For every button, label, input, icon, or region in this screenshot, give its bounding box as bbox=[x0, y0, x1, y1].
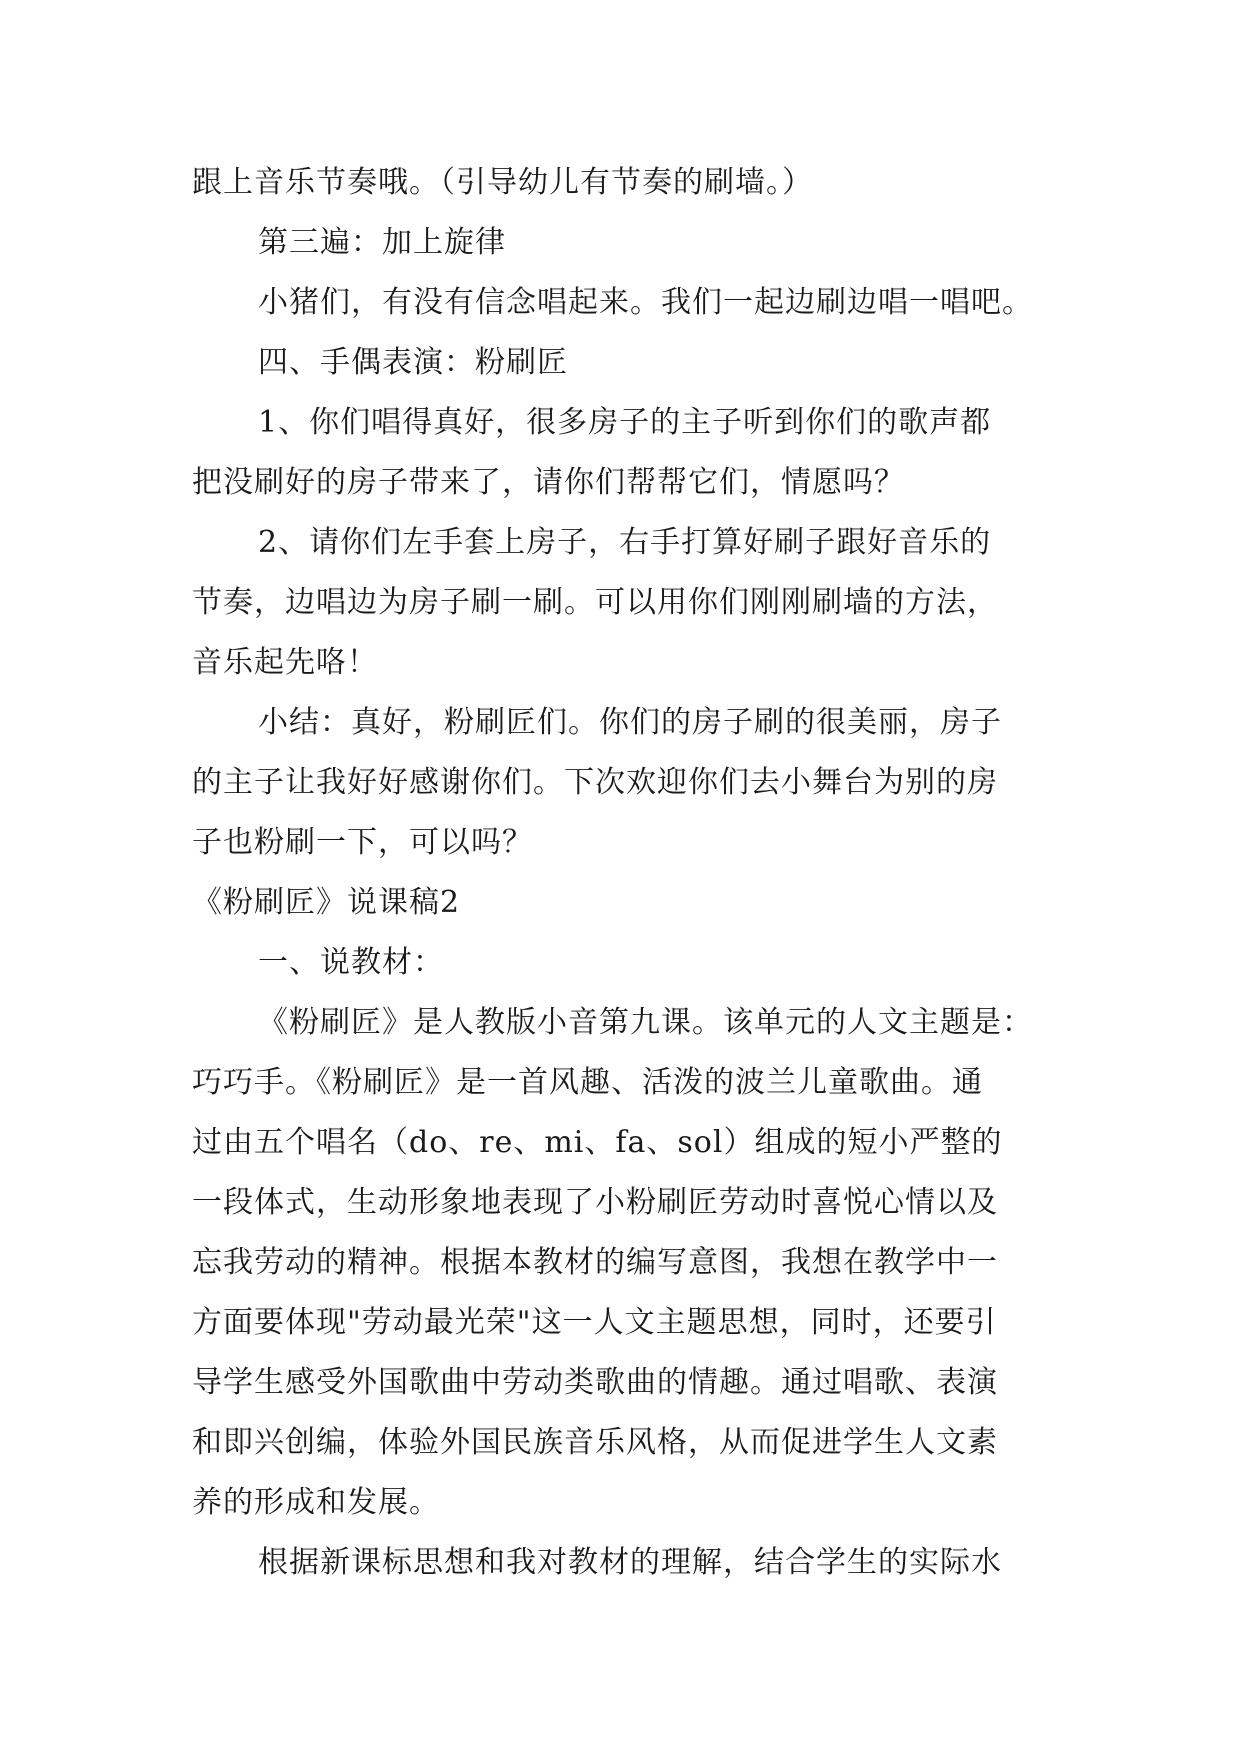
text-line: 1、你们唱得真好，很多房子的主子听到你们的歌声都 bbox=[258, 405, 992, 440]
text-line: 忘我劳动的精神。根据本教材的编写意图，我想在教学中一 bbox=[192, 1245, 998, 1280]
text-line: 2、请你们左手套上房子，右手打算好刷子跟好音乐的 bbox=[258, 525, 992, 560]
text-line: 跟上音乐节奏哦。（引导幼儿有节奏的刷墙。） bbox=[192, 165, 813, 200]
document-title: 《粉刷匠》说课稿2 bbox=[192, 885, 461, 920]
text-line: 根据新课标思想和我对教材的理解，结合学生的实际水 bbox=[258, 1545, 1002, 1580]
section-heading: 一、说教材： bbox=[258, 945, 444, 980]
section-heading: 四、手偶表演：粉刷匠 bbox=[258, 345, 568, 380]
text-line: 第三遍：加上旋律 bbox=[258, 225, 506, 260]
text-line: 巧巧手。《粉刷匠》是一首风趣、活泼的波兰儿童歌曲。通 bbox=[192, 1065, 983, 1100]
text-line: 方面要体现"劳动最光荣"这一人文主题思想，同时，还要引 bbox=[192, 1305, 997, 1340]
text-line: 节奏，边唱边为房子刷一刷。可以用你们刚刚刷墙的方法， bbox=[192, 585, 998, 620]
text-line: 导学生感受外国歌曲中劳动类歌曲的情趣。通过唱歌、表演 bbox=[192, 1365, 998, 1400]
text-line: 把没刷好的房子带来了，请你们帮帮它们，情愿吗？ bbox=[192, 465, 905, 500]
text-line: 《粉刷匠》是人教版小音第九课。该单元的人文主题是： bbox=[258, 1005, 1033, 1040]
text-line: 一段体式，生动形象地表现了小粉刷匠劳动时喜悦心情以及 bbox=[192, 1185, 998, 1220]
text-line: 子也粉刷一下，可以吗？ bbox=[192, 825, 533, 860]
text-line: 和即兴创编，体验外国民族音乐风格，从而促进学生人文素 bbox=[192, 1425, 998, 1460]
text-line: 养的形成和发展。 bbox=[192, 1485, 440, 1520]
text-line: 小猪们，有没有信念唱起来。我们一起边刷边唱一唱吧。 bbox=[258, 285, 1033, 320]
text-line: 音乐起先咯！ bbox=[192, 645, 378, 680]
text-line: 过由五个唱名（do、re、mi、fa、sol）组成的短小严整的 bbox=[192, 1125, 1003, 1160]
text-line: 的主子让我好好感谢你们。下次欢迎你们去小舞台为别的房 bbox=[192, 765, 998, 800]
text-line: 小结：真好，粉刷匠们。你们的房子刷的很美丽，房子 bbox=[258, 705, 1002, 740]
